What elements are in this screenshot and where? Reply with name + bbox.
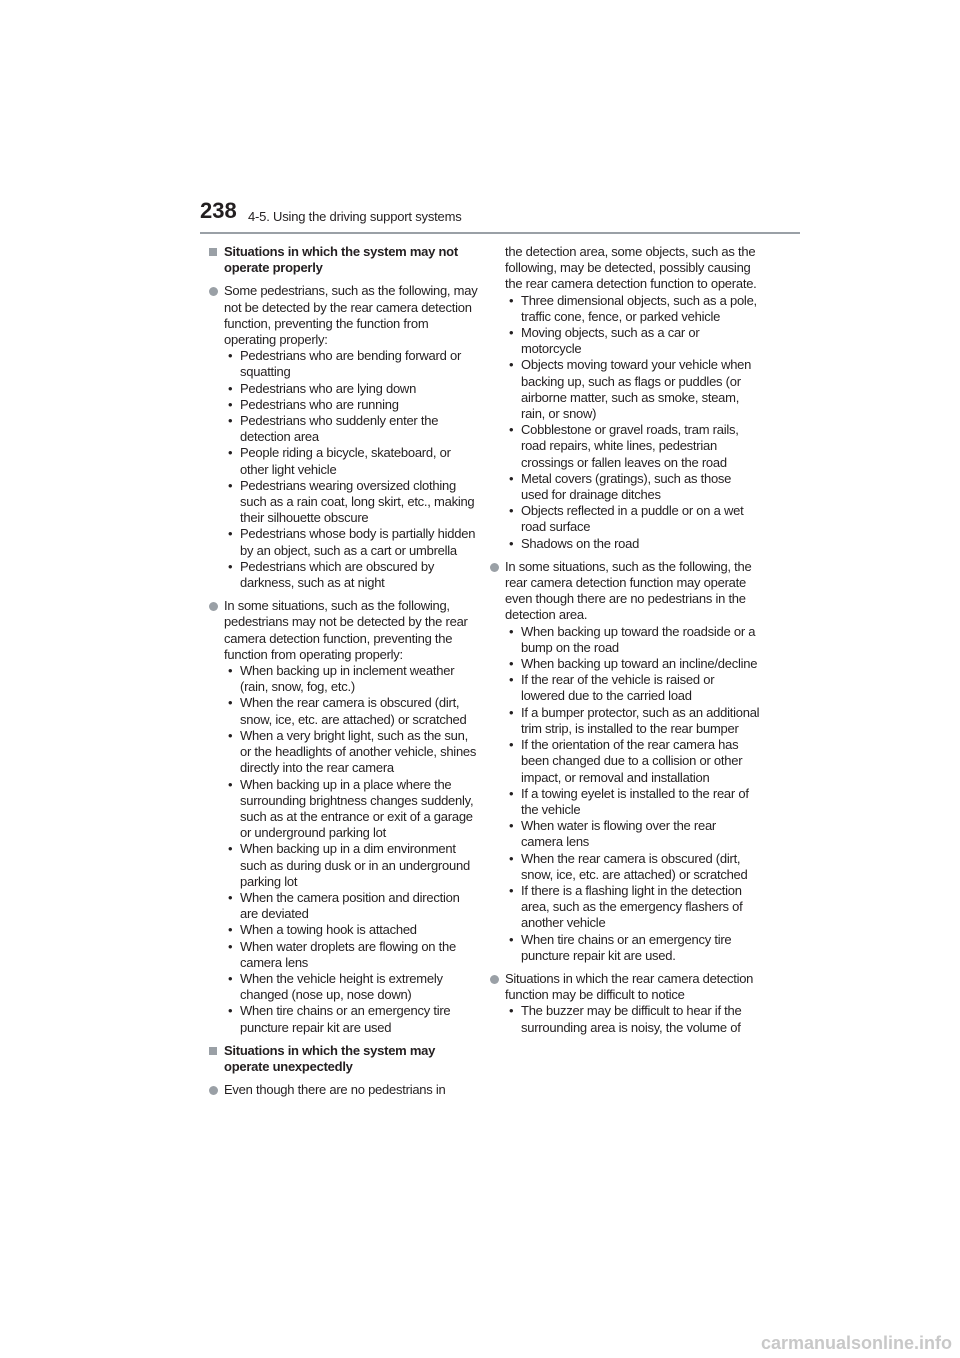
paragraph-pedestrians-not-detected: Some pedestrians, such as the following, may not be detected by the rear camera detection function, preventing the function from operating properly: • Pedestrians who are bending forward or squatting • Pedestrians who are lying down • Pedestrians who are running • Pedestrians who suddenly enter the detection area • People riding a bicycle, skateboard, or other light vehicle • Pedestrians wearing oversized clothing such as a rain coat, long skirt, etc., making their silhouette obscure • Pedestrians whose body is partially hidden by an object, such as a cart or umbrella • Pedestrians which are obscured by darkness, such as at night xyxy=(209,283,479,591)
circle-bullet-icon xyxy=(209,602,218,611)
list-item: • Pedestrians who suddenly enter the detection area xyxy=(228,413,439,445)
list-item: • The buzzer may be difficult to hear if the surrounding area is noisy, the volume of xyxy=(509,1003,742,1035)
list-item: • Three dimensional objects, such as a pole, traffic cone, fence, or parked vehicle xyxy=(509,292,757,324)
list-item: • Metal covers (gratings), such as those used for drainage ditches xyxy=(509,470,732,503)
circle-bullet-icon xyxy=(490,563,499,572)
circle-bullet-icon xyxy=(209,287,218,296)
list-item: • Objects moving toward your vehicle when backing up, such as flags or puddles (or airborne matter, such as smoke, steam, rain, or snow) xyxy=(509,357,752,422)
list-item: • When backing up in a place where the surrounding brightness changes suddenly, such as at the entrance or exit of a garage or underground parking lot xyxy=(228,776,474,841)
list-item: • When the rear camera is obscured (dirt, snow, ice, etc. are attached) or scratched xyxy=(228,695,467,727)
list-item: • When the camera position and direction are deviated xyxy=(228,889,460,922)
list-item: • Pedestrians which are obscured by darkness, such as at night xyxy=(228,558,435,591)
right-column xyxy=(490,244,760,1043)
list-item: • Pedestrians wearing oversized clothing such as a rain coat, long skirt, etc., making their silhouette obscure xyxy=(228,477,475,526)
list-item: • Moving objects, such as a car or motorcycle xyxy=(509,325,700,357)
list-item: • When water droplets are flowing on the camera lens xyxy=(228,938,456,970)
heading-operate-unexpectedly: Situations in which the system may operate unexpectedly xyxy=(209,1043,479,1075)
heading-not-operate-properly: Situations in which the system may not operate properly xyxy=(209,244,479,276)
list-item: • When backing up toward an incline/decline xyxy=(509,656,758,672)
list-notice-situations xyxy=(505,1003,760,1035)
list-item: • If there is a flashing light in the detection area, such as the emergency flashers of another vehicle xyxy=(509,882,743,931)
list-item: • If a towing eyelet is installed to the rear of the vehicle xyxy=(509,785,749,817)
list-item: • When water is flowing over the rear camera lens xyxy=(509,818,717,850)
list-item: • When the rear camera is obscured (dirt, snow, ice, etc. are attached) or scratched xyxy=(509,850,748,882)
circle-bullet-icon xyxy=(209,1086,218,1095)
list-item: • When backing up toward the roadside or a bump on the road xyxy=(509,623,756,655)
list-item: • If the rear of the vehicle is raised or lowered due to the carried load xyxy=(509,672,715,704)
left-column xyxy=(209,244,479,1105)
list-item: • When a towing hook is attached xyxy=(228,922,417,938)
list-item: • When a very bright light, such as the sun, or the headlights of another vehicle, shines directly into the rear camera xyxy=(228,727,477,776)
list-item: • People riding a bicycle, skateboard, or other light vehicle xyxy=(228,445,451,477)
list-item: • When the vehicle height is extremely changed (nose up, nose down) xyxy=(228,970,443,1003)
circle-bullet-icon xyxy=(490,975,499,984)
list-item: • Pedestrians who are bending forward or squatting xyxy=(228,348,462,380)
paragraph-no-pedestrians: Even though there are no pedestrians in xyxy=(209,1082,479,1098)
list-pedestrian-types xyxy=(224,348,479,591)
list-item: • When backing up in inclement weather (rain, snow, fog, etc.) xyxy=(228,663,455,695)
list-item: • Pedestrians who are running xyxy=(228,396,399,412)
list-item: • When backing up in a dim environment such as during dusk or in an underground parking lot xyxy=(228,841,470,889)
square-bullet-icon xyxy=(209,248,217,256)
section-title: 4-5. Using the driving support systems xyxy=(248,209,462,224)
list-detected-objects xyxy=(505,293,760,552)
list-item: • Objects reflected in a puddle or on a wet road surface xyxy=(509,503,744,535)
paragraph-situations-not-detected: In some situations, such as the following, pedestrians may not be detected by the rear camera detection function, preventing the function from operating properly: • When backing up in inclement weather (rain, snow, fog, etc.) • When the rear camera is obscured (dirt, snow, ice, etc. are attached) or scratched • When a very bright light, such as the sun, or the headlights of another vehicle, shines directly into the rear camera • When backing up in a place where the surrounding brightness changes suddenly, such as at the entrance or exit of a garage or underground parking lot • When backing up in a dim environment such as during dusk or in an underground parking lot • When the camera position and direction are deviated • When a towing hook is attached • When water droplets are flowing on the camera lens • When the vehicle height is extremely changed (nose up, nose down) • When tire chains or an emergency tire puncture repair kit are used xyxy=(209,598,479,1035)
list-item: • When tire chains or an emergency tire puncture repair kit are used xyxy=(228,1003,451,1035)
paragraph-no-pedestrians-continued: the detection area, some objects, such as the following, may be detected, possibly causing the rear camera detection function to operate. • Three dimensional objects, such as a pole, traffic cone, fence, or parked vehicle • Moving objects, such as a car or motorcycle • Objects moving toward your vehicle when backing up, such as flags or puddles (or airborne matter, such as smoke, steam, rain, or snow) • Cobblestone or gravel roads, tram rails, road repairs, white lines, pedestrian crossings or fallen leaves on the road • Metal covers (gratings), such as those used for drainage ditches • Objects reflected in a puddle or on a wet road surface • Shadows on the road xyxy=(490,244,760,552)
watermark: carmanualsonline.info xyxy=(760,1333,952,1353)
list-item: • Pedestrians whose body is partially hidden by an object, such as a cart or umbrella xyxy=(228,526,476,558)
list-item: • Cobblestone or gravel roads, tram rails, road repairs, white lines, pedestrian crossings or fallen leaves on the road xyxy=(509,422,739,470)
paragraph-difficult-to-notice: Situations in which the rear camera detection function may be difficult to notice • The buzzer may be difficult to hear if the surrounding area is noisy, the volume of xyxy=(490,971,760,1036)
list-item: • When tire chains or an emergency tire puncture repair kit are used. xyxy=(509,931,732,963)
paragraph-operate-without-pedestrians: In some situations, such as the following, the rear camera detection function may operate even though there are no pedestrians in the detection area. • When backing up toward the roadside or a bump on the road • When backing up toward an incline/decline • If the rear of the vehicle is raised or lowered due to the carried load • If a bumper protector, such as an additional trim strip, is installed to the rear bumper • If the orientation of the rear camera has been changed due to a collision or other impact, or removal and installation • If a towing eyelet is installed to the rear of the vehicle • When water is flowing over the rear camera lens • When the rear camera is obscured (dirt, snow, ice, etc. are attached) or scratched • If there is a flashing light in the detection area, such as the emergency flashers of another vehicle • When tire chains or an emergency tire puncture repair kit are used. xyxy=(490,559,760,964)
list-item: • If the orientation of the rear camera has been changed due to a collision or other impact, or removal and installation xyxy=(509,737,743,785)
square-bullet-icon xyxy=(209,1047,217,1055)
header-rule xyxy=(200,232,800,234)
list-item: • Shadows on the road xyxy=(509,535,640,551)
list-unexpected-situations xyxy=(505,624,760,964)
list-item: • If a bumper protector, such as an additional trim strip, is installed to the rear bumper xyxy=(509,704,760,736)
page-number: 238 xyxy=(200,198,237,223)
list-situations xyxy=(224,663,479,1036)
list-item: • Pedestrians who are lying down xyxy=(228,380,417,396)
